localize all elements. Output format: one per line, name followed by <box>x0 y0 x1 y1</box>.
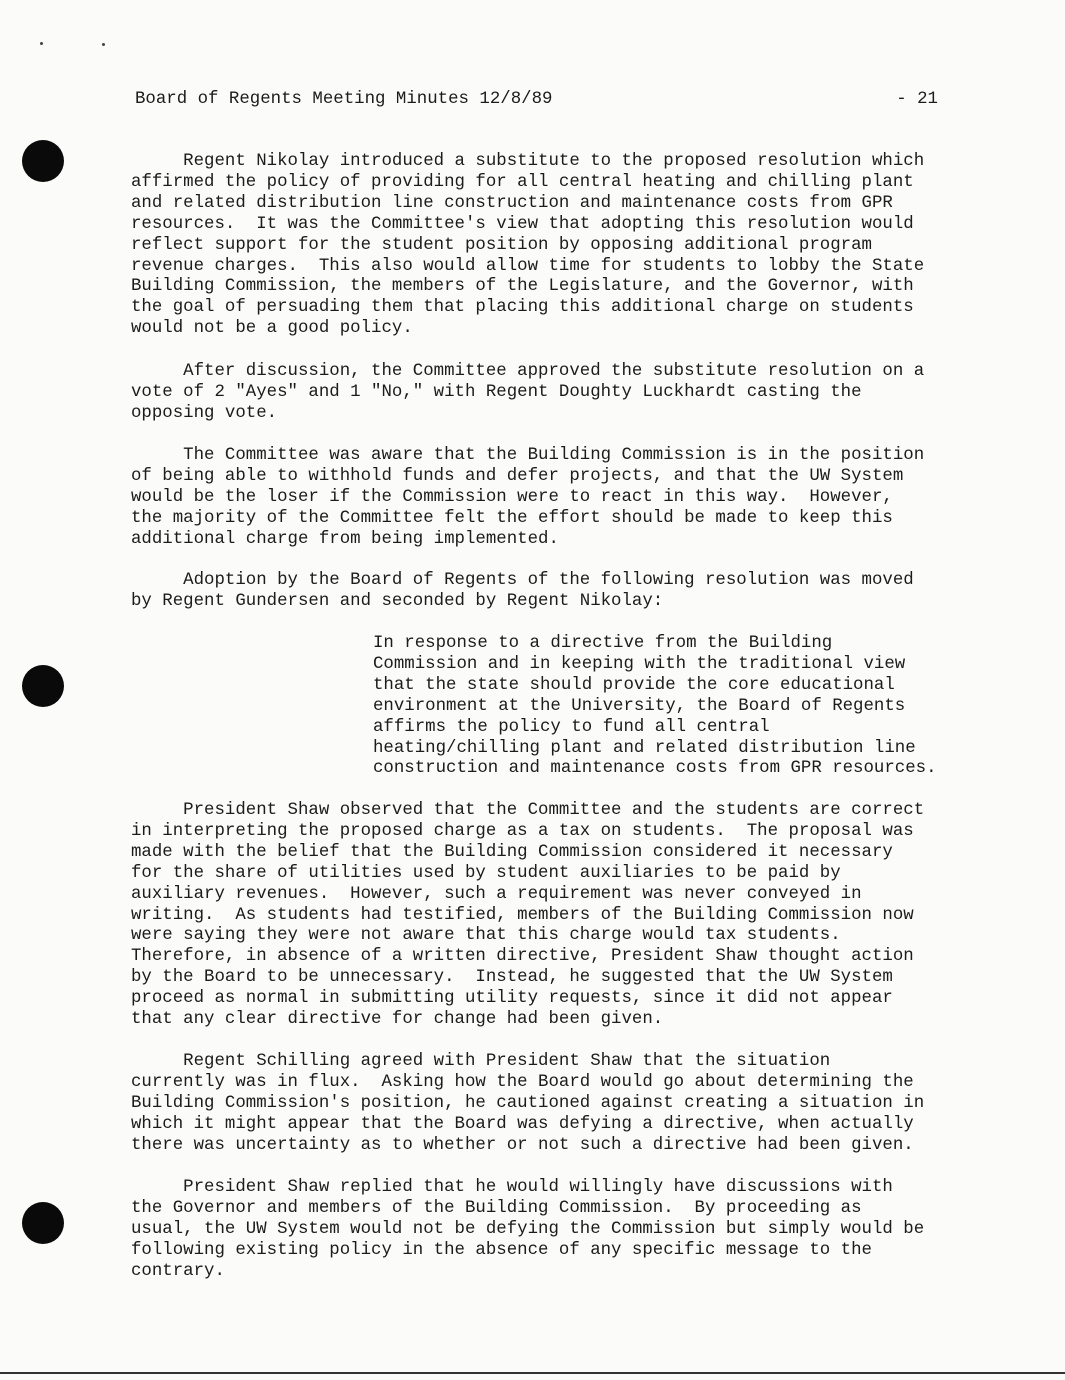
scan-speck <box>40 42 43 45</box>
page-number: - 21 <box>896 90 938 109</box>
paragraph-regent-schilling: Regent Schilling agreed with President Shaw that the situation currently was in flux. Asking how the Board would go about determining the Building Commission's position, he cautioned against creating a situation in which it might appear that the Board was defying a directive, when actually there was uncertainty as to whether or not such a directive had been given. <box>131 1052 925 1155</box>
resolution-text: In response to a directive from the Building Commission and in keeping with the traditional view that the state should provide the core educational environment at the University, the Board of Regents affirms the policy to fund all central heating/chilling plant and related distribution line construction and maintenance costs from GPR resources. <box>373 634 937 779</box>
paragraph-building-commission: The Committee was aware that the Building Commission is in the position of being able to withhold funds and defer projects, and that the UW System would be the loser if the Commission were to react in this way. However, the majority of the Committee felt the effort should be made to keep this additional charge from being implemented. <box>131 446 925 549</box>
page-header <box>135 88 938 112</box>
punch-hole-bottom <box>22 1202 64 1244</box>
paragraph-substitute-resolution: Regent Nikolay introduced a substitute to the proposed resolution which affirmed the policy of providing for all central heating and chilling plant and related distribution line construction and maintenance costs from GPR resources. It was the Committee's view that adopting this resolution would reflect support for the student position by opposing additional program revenue charges. This also would allow time for students to lobby the State Building Commission, the members of the Legislature, and the Governor, with the goal of persuading them that placing this additional charge on students would not be a good policy. <box>131 152 925 339</box>
paragraph-adoption-motion: Adoption by the Board of Regents of the following resolution was moved by Regent Gundersen and seconded by Regent Nikolay: <box>131 571 914 611</box>
paragraph-president-shaw: President Shaw observed that the Committee and the students are correct in interpreting the proposed charge as a tax on students. The proposal was made with the belief that the Building Commission considered it necessary for the share of utilities used by student auxiliaries to be paid by auxiliary revenues. However, such a requirement was never conveyed in writing. As students had testified, members of the Building Commission now were saying they were not aware that this charge would tax students. Therefore, in absence of a written directive, President Shaw thought action by the Board to be unnecessary. Instead, he suggested that the UW System proceed as normal in submitting utility requests, since it did not appear that any clear directive for change had been given. <box>131 801 925 1030</box>
scan-speck <box>102 43 105 46</box>
paragraph-committee-vote: After discussion, the Committee approved the substitute resolution on a vote of 2 "Ayes" and 1 "No," with Regent Doughty Luckhardt casting the opposing vote. <box>131 362 925 423</box>
punch-hole-top <box>22 140 64 182</box>
document-title: Board of Regents Meeting Minutes 12/8/89 <box>135 90 553 109</box>
punch-hole-middle <box>22 665 64 707</box>
page-bottom-edge <box>0 1372 1065 1374</box>
paragraph-shaw-reply: President Shaw replied that he would willingly have discussions with the Governor and members of the Building Commission. By proceeding as usual, the UW System would not be defying the Commission but simply would be following existing policy in the absence of any specific message to the contrary. <box>131 1178 925 1281</box>
